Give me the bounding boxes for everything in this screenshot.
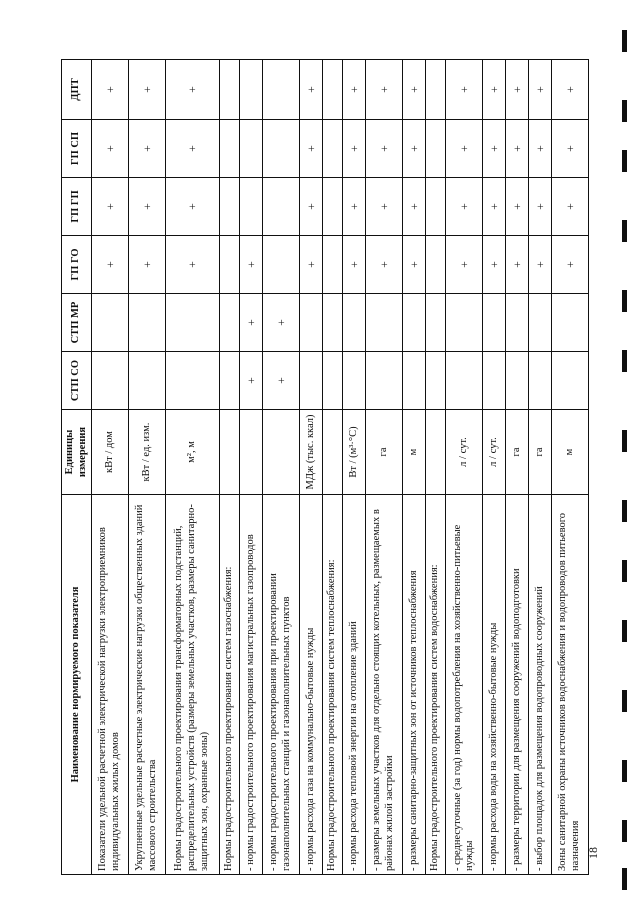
applicability-mark-cell (343, 294, 366, 352)
indicator-name-cell: - нормы градостроительного проектирования при проектировании газонаполнительных станций и газонаполнительных пунктов (262, 495, 299, 875)
indicator-name-cell: - нормы расхода газа на коммунально-бытовые нужды (299, 495, 322, 875)
page-number: 18 (586, 847, 600, 859)
applicability-mark-cell: + (506, 120, 529, 178)
applicability-mark-cell (425, 178, 445, 236)
table-row (240, 60, 263, 875)
applicability-mark-cell (366, 352, 403, 410)
header-unit: Единицы измерения (62, 410, 92, 495)
applicability-mark-cell (403, 352, 426, 410)
applicability-mark-cell: + (446, 236, 483, 294)
binding-mark (622, 500, 627, 522)
applicability-mark-cell: + (483, 236, 506, 294)
applicability-mark-cell (166, 294, 220, 352)
applicability-mark-cell: + (529, 178, 552, 236)
applicability-mark-cell (219, 178, 239, 236)
applicability-mark-cell (262, 178, 299, 236)
applicability-mark-cell: + (529, 236, 552, 294)
applicability-mark-cell: + (166, 178, 220, 236)
applicability-mark-cell: + (299, 178, 322, 236)
indicator-name-cell: - размеры земельных участков для отдельно стоящих котельных, размещаемых в районах жилой застройки (366, 495, 403, 875)
unit-cell (240, 410, 263, 495)
applicability-mark-cell: + (240, 294, 263, 352)
applicability-mark-cell: + (403, 60, 426, 120)
binding-mark (622, 620, 627, 642)
applicability-mark-cell (299, 294, 322, 352)
unit-cell: л / сут. (483, 410, 506, 495)
applicability-mark-cell (322, 60, 342, 120)
applicability-mark-cell: + (529, 120, 552, 178)
applicability-mark-cell: + (403, 236, 426, 294)
applicability-mark-cell: + (366, 60, 403, 120)
applicability-mark-cell (483, 294, 506, 352)
unit-cell: га (366, 410, 403, 495)
applicability-mark-cell: + (506, 236, 529, 294)
table-row (262, 60, 299, 875)
applicability-mark-cell: + (529, 60, 552, 120)
indicator-name-cell: Укрупненные удельные расчетные электрические нагрузки общественных зданий массового строительства (129, 495, 166, 875)
applicability-mark-cell: + (551, 178, 588, 236)
applicability-mark-cell (92, 352, 129, 410)
applicability-mark-cell: + (551, 236, 588, 294)
binding-mark (622, 560, 627, 582)
applicability-mark-cell (425, 60, 445, 120)
applicability-mark-cell: + (92, 120, 129, 178)
table-row (551, 60, 588, 875)
binding-mark (622, 30, 627, 52)
binding-mark (622, 760, 627, 782)
applicability-mark-cell (506, 352, 529, 410)
header-stp-so: СТП СО (62, 352, 92, 410)
applicability-mark-cell: + (240, 352, 263, 410)
applicability-mark-cell (446, 294, 483, 352)
applicability-mark-cell: + (483, 178, 506, 236)
applicability-mark-cell: + (129, 60, 166, 120)
table-row (92, 60, 129, 875)
applicability-mark-cell: + (262, 352, 299, 410)
indicator-name-cell: - нормы градостроительного проектирования магистральных газопроводов (240, 495, 263, 875)
applicability-mark-cell: + (262, 294, 299, 352)
applicability-mark-cell (262, 236, 299, 294)
rotated-table-container (61, 60, 589, 875)
unit-cell: м², м (166, 410, 220, 495)
applicability-mark-cell (425, 352, 445, 410)
applicability-mark-cell (483, 352, 506, 410)
applicability-mark-cell (425, 236, 445, 294)
applicability-mark-cell (322, 236, 342, 294)
header-gp-sp: ГП СП (62, 120, 92, 178)
header-gp-gp: ГП ГП (62, 178, 92, 236)
applicability-mark-cell: + (92, 178, 129, 236)
header-dpt: ДПТ (62, 60, 92, 120)
applicability-mark-cell (219, 236, 239, 294)
indicator-name-cell: Нормы градостроительного проектирования систем теплоснабжения: (322, 495, 342, 875)
applicability-mark-cell: + (92, 236, 129, 294)
applicability-mark-cell (219, 294, 239, 352)
unit-cell (219, 410, 239, 495)
applicability-mark-cell: + (166, 120, 220, 178)
applicability-mark-cell (92, 294, 129, 352)
applicability-mark-cell: + (166, 236, 220, 294)
applicability-mark-cell (240, 178, 263, 236)
binding-mark (622, 350, 627, 372)
norms-table (61, 59, 589, 875)
table-body (92, 60, 589, 875)
applicability-mark-cell (219, 60, 239, 120)
unit-cell: м (551, 410, 588, 495)
applicability-mark-cell: + (483, 120, 506, 178)
table-row (322, 60, 342, 875)
binding-mark (622, 868, 627, 890)
binding-mark (622, 430, 627, 452)
unit-cell: кВт / ед. изм. (129, 410, 166, 495)
indicator-name-cell: - выбор площадок для размещения водопроводных сооружений (529, 495, 552, 875)
indicator-name-cell: - размеры территории для размещения сооружений водоподготовки (506, 495, 529, 875)
applicability-mark-cell (529, 352, 552, 410)
applicability-mark-cell (166, 352, 220, 410)
unit-cell: га (506, 410, 529, 495)
applicability-mark-cell (551, 352, 588, 410)
indicator-name-cell: - размеры санитарно-защитных зон от источников теплоснабжения (403, 495, 426, 875)
applicability-mark-cell (219, 352, 239, 410)
table-row (219, 60, 239, 875)
applicability-mark-cell (366, 294, 403, 352)
applicability-mark-cell (322, 352, 342, 410)
binding-mark (622, 150, 627, 172)
applicability-mark-cell (299, 352, 322, 410)
table-row (299, 60, 322, 875)
applicability-mark-cell (403, 294, 426, 352)
unit-cell (262, 410, 299, 495)
table-row (403, 60, 426, 875)
applicability-mark-cell: + (551, 120, 588, 178)
applicability-mark-cell (240, 60, 263, 120)
applicability-mark-cell: + (551, 60, 588, 120)
unit-cell: га (529, 410, 552, 495)
applicability-mark-cell (425, 294, 445, 352)
applicability-mark-cell (262, 120, 299, 178)
unit-cell: м (403, 410, 426, 495)
table-row (483, 60, 506, 875)
applicability-mark-cell: + (403, 120, 426, 178)
binding-mark (622, 220, 627, 242)
applicability-mark-cell (446, 352, 483, 410)
applicability-mark-cell: + (366, 178, 403, 236)
binding-mark (622, 820, 627, 842)
indicator-name-cell: - нормы расхода воды на хозяйственно-бытовые нужды (483, 495, 506, 875)
indicator-name-cell: - среднесуточные (за год) нормы водопотребления на хозяйственно-питьевые нужды (446, 495, 483, 875)
applicability-mark-cell (506, 294, 529, 352)
applicability-mark-cell: + (343, 178, 366, 236)
applicability-mark-cell: + (129, 120, 166, 178)
applicability-mark-cell: + (446, 178, 483, 236)
applicability-mark-cell: + (366, 120, 403, 178)
applicability-mark-cell (129, 352, 166, 410)
applicability-mark-cell: + (506, 60, 529, 120)
applicability-mark-cell: + (343, 60, 366, 120)
header-stp-mr: СТП МР (62, 294, 92, 352)
applicability-mark-cell (322, 178, 342, 236)
applicability-mark-cell: + (446, 120, 483, 178)
applicability-mark-cell: + (483, 60, 506, 120)
applicability-mark-cell: + (403, 178, 426, 236)
applicability-mark-cell (129, 294, 166, 352)
table-row (506, 60, 529, 875)
applicability-mark-cell (529, 294, 552, 352)
applicability-mark-cell (343, 352, 366, 410)
table-row (129, 60, 166, 875)
table-row (425, 60, 445, 875)
applicability-mark-cell: + (446, 60, 483, 120)
applicability-mark-cell: + (129, 236, 166, 294)
indicator-name-cell: Зоны санитарной охраны источников водоснабжения и водопроводов питьевого назначения (551, 495, 588, 875)
table-row (166, 60, 220, 875)
unit-cell: кВт / дом (92, 410, 129, 495)
applicability-mark-cell: + (92, 60, 129, 120)
unit-cell (425, 410, 445, 495)
applicability-mark-cell: + (129, 178, 166, 236)
applicability-mark-cell (551, 294, 588, 352)
applicability-mark-cell: + (506, 178, 529, 236)
unit-cell: МДж (тыс. ккал) (299, 410, 322, 495)
applicability-mark-cell: + (343, 120, 366, 178)
unit-cell (322, 410, 342, 495)
unit-cell: Вт / (м³·°С) (343, 410, 366, 495)
binding-mark (622, 100, 627, 122)
indicator-name-cell: Показатели удельной расчетной электрической нагрузки электроприемников индивидуальных жилых домов (92, 495, 129, 875)
applicability-mark-cell: + (366, 236, 403, 294)
applicability-mark-cell (262, 60, 299, 120)
header-gp-go: ГП ГО (62, 236, 92, 294)
applicability-mark-cell (219, 120, 239, 178)
binding-mark (622, 290, 627, 312)
indicator-name-cell: Нормы градостроительного проектирования систем газоснабжения: (219, 495, 239, 875)
applicability-mark-cell (322, 294, 342, 352)
applicability-mark-cell: + (299, 236, 322, 294)
table-row (343, 60, 366, 875)
applicability-mark-cell (425, 120, 445, 178)
indicator-name-cell: - нормы расхода тепловой энергии на отопление зданий (343, 495, 366, 875)
indicator-name-cell: Нормы градостроительного проектирования систем водоснабжения: (425, 495, 445, 875)
unit-cell: л / сут. (446, 410, 483, 495)
applicability-mark-cell: + (299, 120, 322, 178)
header-indicator-name: Наименование нормируемого показателя (62, 495, 92, 875)
applicability-mark-cell: + (299, 60, 322, 120)
applicability-mark-cell: + (343, 236, 366, 294)
indicator-name-cell: Нормы градостроительного проектирования трансформаторных подстанций, распределительных устройств (размеры земельных участков, размеры санитарно-защитных зон, охранные зоны) (166, 495, 220, 875)
table-row (366, 60, 403, 875)
applicability-mark-cell (322, 120, 342, 178)
table-row (446, 60, 483, 875)
applicability-mark-cell: + (240, 236, 263, 294)
binding-mark (622, 690, 627, 712)
table-row (529, 60, 552, 875)
applicability-mark-cell (240, 120, 263, 178)
applicability-mark-cell: + (166, 60, 220, 120)
